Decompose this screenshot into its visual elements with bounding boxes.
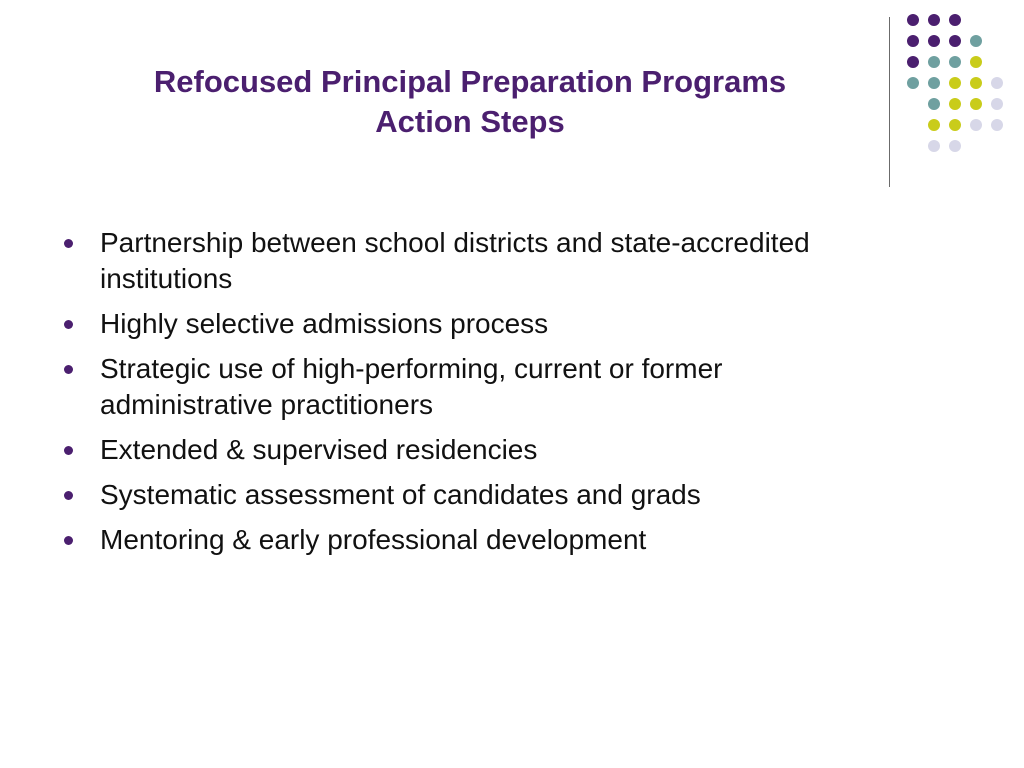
dot-decoration [949,140,961,152]
bullet-item [60,225,880,297]
bullet-text: Highly selective admissions process [100,308,549,339]
title-line-2: Action Steps [375,104,565,139]
bullet-item [60,522,880,558]
bullet-text: Strategic use of high-performing, current or former administrative practitioners [100,353,723,420]
bullet-text: Mentoring & early professional development [100,524,647,555]
dot-decoration [907,35,919,47]
dot-decoration [991,98,1003,110]
bullet-text: Partnership between school districts and state-accredited institutions [100,227,810,294]
dot-decoration [970,119,982,131]
bullet-dot-icon [64,446,73,455]
decorative-dot-grid [907,14,1007,164]
dot-decoration [949,35,961,47]
bullet-item [60,477,880,513]
bullet-dot-icon [64,491,73,500]
dot-decoration [928,98,940,110]
dot-decoration [970,35,982,47]
bullet-dot-icon [64,536,73,545]
dot-decoration [928,35,940,47]
dot-decoration [928,14,940,26]
dot-decoration [907,56,919,68]
bullet-dot-icon [64,365,73,374]
bullet-list [60,225,880,567]
dot-decoration [907,14,919,26]
bullet-dot-icon [64,320,73,329]
dot-decoration [970,56,982,68]
bullet-text: Extended & supervised residencies [100,434,538,465]
dot-decoration [907,77,919,89]
bullet-item [60,306,880,342]
dot-decoration [991,77,1003,89]
vertical-divider [889,17,890,187]
dot-decoration [949,56,961,68]
dot-decoration [991,119,1003,131]
dot-decoration [949,119,961,131]
dot-decoration [928,119,940,131]
dot-decoration [949,14,961,26]
bullet-item [60,351,880,423]
dot-decoration [928,56,940,68]
dot-decoration [928,140,940,152]
bullet-text: Systematic assessment of candidates and grads [100,479,701,510]
dot-decoration [928,77,940,89]
title-line-1: Refocused Principal Preparation Programs [153,64,787,99]
dot-decoration [949,77,961,89]
bullet-item [60,432,880,468]
dot-decoration [970,98,982,110]
slide-title [40,62,900,142]
bullet-dot-icon [64,239,73,248]
dot-decoration [970,77,982,89]
dot-decoration [949,98,961,110]
